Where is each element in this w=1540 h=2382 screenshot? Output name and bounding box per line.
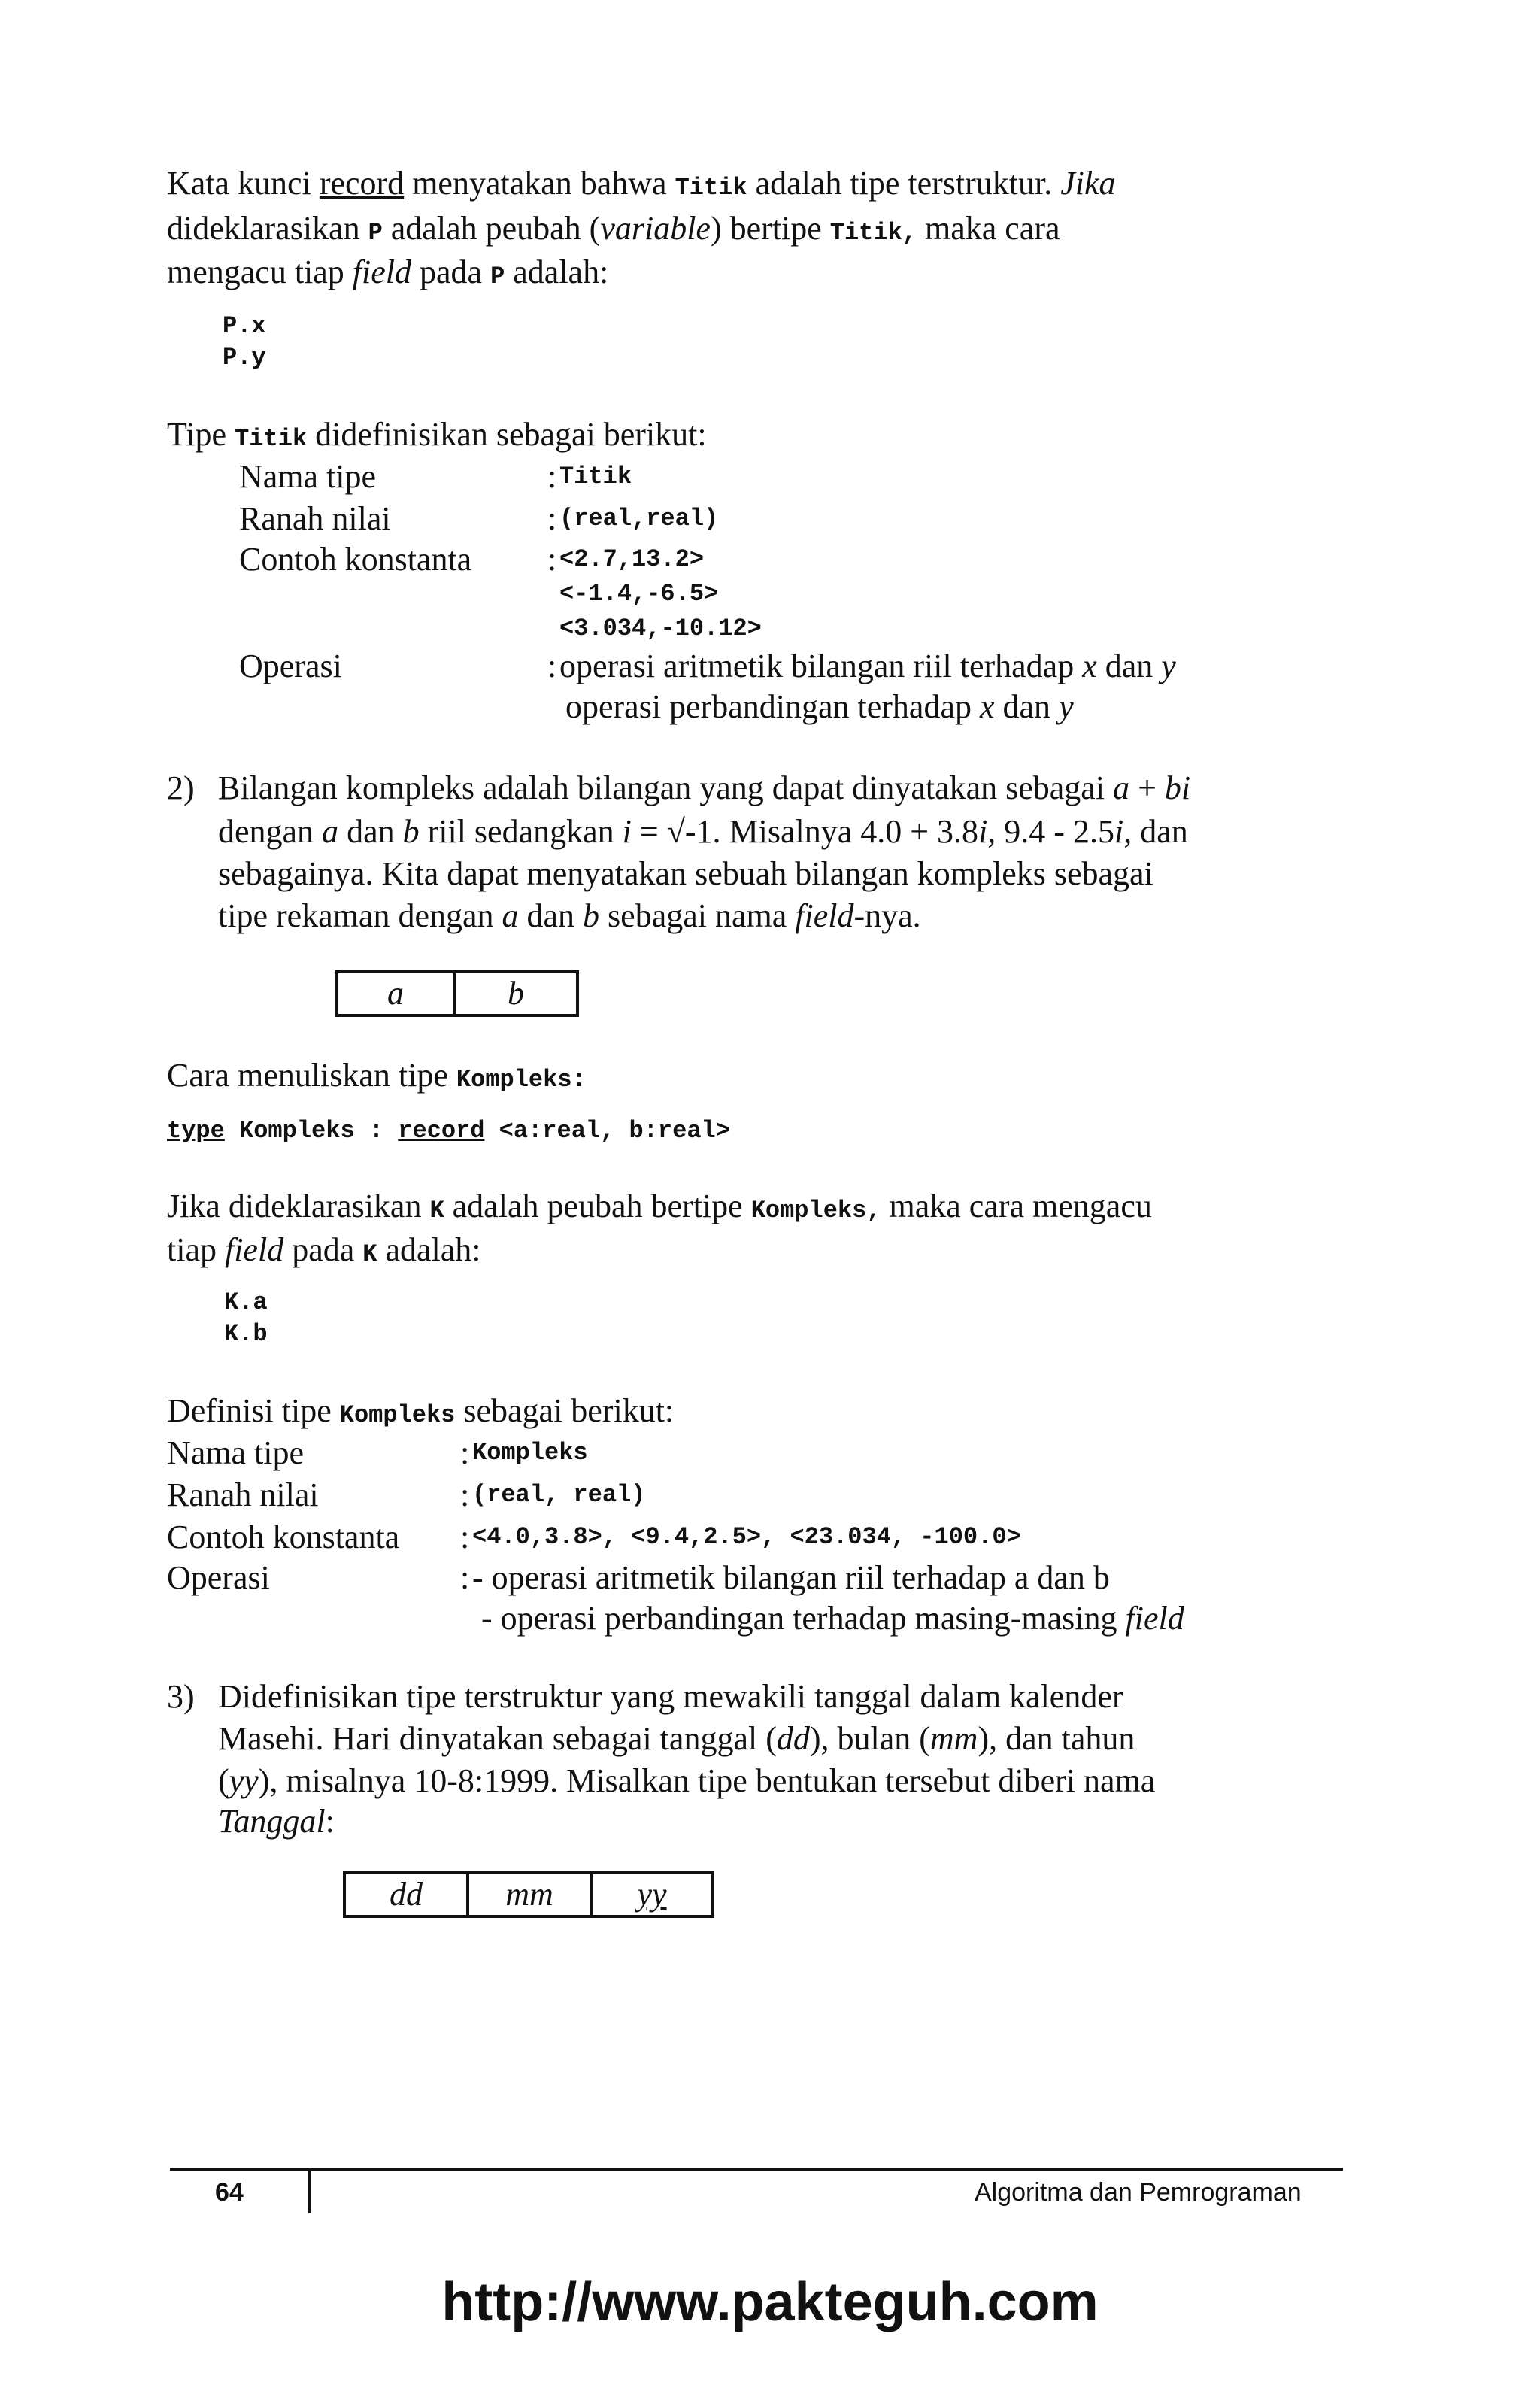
text: adalah peubah ( — [382, 210, 601, 247]
text-italic: y — [1059, 688, 1074, 725]
text: dideklarasikan — [167, 210, 368, 247]
intro-line-3 — [167, 251, 608, 298]
kompleks-access-line-2 — [167, 1229, 481, 1276]
text: adalah peubah bertipe — [444, 1188, 751, 1224]
text-italic: x — [1082, 648, 1097, 684]
text-italic: a — [322, 813, 339, 850]
text: ), misalnya 10-8:1999. Misalkan tipe bentukan tersebut diberi nama — [258, 1762, 1156, 1799]
text: dan — [338, 813, 403, 850]
kompleks-contoh-value: <4.0,3.8>, <9.4,2.5>, <23.034, -100.0> — [472, 1523, 1021, 1551]
text: adalah: — [377, 1231, 481, 1268]
colon: : — [547, 648, 557, 684]
kompleks-record-diagram — [335, 970, 579, 1017]
kompleks-ranah-label: Ranah nilai — [167, 1476, 319, 1513]
kompleks-ranah-value: (real, real) — [472, 1481, 646, 1509]
text: pada — [411, 253, 491, 290]
text: menyatakan bahwa — [404, 165, 675, 202]
text: dan — [518, 897, 584, 934]
text-italic: bi — [1164, 769, 1191, 806]
intro-line-2 — [167, 208, 1344, 254]
code-titik: Titik — [235, 425, 308, 453]
field-cell-yy: yy — [637, 1876, 667, 1913]
code-titik: Titik, — [829, 219, 917, 247]
colon: : — [547, 458, 557, 495]
titik-def-heading — [167, 414, 707, 460]
titik-contoh-value-1: <2.7,13.2> — [559, 545, 705, 573]
text: Jika dideklarasikan — [167, 1188, 430, 1224]
text: = √-1. Misalnya 4.0 + 3.8 — [631, 813, 979, 850]
code-kompleks: Kompleks: — [456, 1066, 587, 1094]
text: maka cara — [916, 210, 1060, 247]
item3-number: 3) — [167, 1678, 195, 1715]
keyword-type: type — [167, 1117, 225, 1145]
code-kompleks: Kompleks — [339, 1401, 456, 1429]
intro-line-1 — [167, 162, 1344, 209]
text: -nya. — [853, 897, 921, 934]
text-italic: i — [622, 813, 632, 850]
footer-rule — [170, 2168, 1343, 2171]
kompleks-access-line-1 — [167, 1185, 1152, 1232]
item2-line-2 — [218, 811, 1188, 853]
titik-contoh-value-2: <-1.4,-6.5> — [559, 580, 719, 608]
titik-operasi-2 — [565, 686, 1074, 728]
code-k: K — [362, 1240, 377, 1268]
kompleks-nama-value: Kompleks — [472, 1439, 588, 1467]
text-italic: a — [502, 897, 519, 934]
keyword-record: record — [398, 1117, 485, 1145]
text: dan — [1096, 648, 1162, 684]
colon: : — [547, 500, 557, 537]
text-italic: y — [1161, 648, 1176, 684]
kompleks-operasi-label: Operasi — [167, 1559, 270, 1596]
text: sebagai nama — [599, 897, 796, 934]
field-cell-mm: mm — [469, 1874, 593, 1915]
item2-line-3: sebagainya. Kita dapat menyatakan sebuah bilangan kompleks sebagai — [218, 855, 1153, 892]
item2-line-1 — [218, 767, 1190, 809]
code-k: K — [429, 1197, 444, 1224]
item2-line-4 — [218, 895, 921, 937]
text: Kata kunci — [167, 165, 320, 202]
page-number: 64 — [215, 2178, 244, 2207]
titik-contoh-label: Contoh konstanta — [239, 541, 472, 578]
code-p: P — [490, 262, 505, 290]
colon: : — [547, 541, 557, 578]
kompleks-nama-label: Nama tipe — [167, 1434, 305, 1471]
code-kompleks: Kompleks, — [750, 1197, 881, 1224]
code-text: <a:real, b:real> — [484, 1117, 730, 1145]
text: dan — [994, 688, 1060, 725]
text-italic: i — [978, 813, 988, 850]
text: ( — [218, 1762, 229, 1799]
kompleks-decl-heading — [167, 1054, 587, 1101]
keyword-record: record — [319, 165, 405, 202]
text: ), dan tahun — [978, 1720, 1135, 1757]
text-italic: field — [224, 1231, 284, 1268]
titik-operasi-1 — [559, 645, 1176, 687]
text: , 9.4 - 2.5 — [987, 813, 1114, 850]
text: Masehi. Hari dinyatakan sebagai tanggal ( — [218, 1720, 777, 1757]
text-italic: field — [1125, 1600, 1184, 1637]
text: operasi aritmetik bilangan riil terhadap — [559, 648, 1083, 684]
field-cell-a: a — [338, 973, 456, 1014]
titik-operasi-label: Operasi — [239, 648, 342, 684]
tanggal-record-diagram — [343, 1871, 714, 1918]
text-italic: mm — [929, 1720, 978, 1757]
text-italic: yy — [229, 1762, 259, 1799]
colon: : — [460, 1559, 470, 1596]
titik-contoh-value-3: <3.034,-10.12> — [559, 614, 762, 642]
kompleks-operasi-1: - operasi aritmetik bilangan riil terhadap a dan b — [472, 1559, 1110, 1596]
titik-nama-label: Nama tipe — [239, 458, 377, 495]
text: operasi perbandingan terhadap — [565, 688, 980, 725]
text-italic: x — [980, 688, 995, 725]
kompleks-operasi-2 — [481, 1598, 1184, 1640]
book-title: Algoritma dan Pemrograman — [975, 2178, 1302, 2207]
text: tiap — [167, 1231, 225, 1268]
item3-line-4 — [218, 1801, 335, 1843]
text: dengan — [218, 813, 323, 850]
text: Definisi tipe — [167, 1392, 340, 1429]
field-cell-b: b — [508, 975, 524, 1012]
text: riil sedangkan — [419, 813, 623, 850]
text: - operasi perbandingan terhadap masing-masing — [481, 1600, 1126, 1637]
titik-ranah-value: (real,real) — [559, 505, 719, 533]
colon: : — [460, 1434, 470, 1471]
text: pada — [283, 1231, 363, 1268]
titik-nama-value: Titik — [559, 463, 632, 490]
code-line-kb: K.b — [224, 1320, 268, 1348]
text: mengacu tiap — [167, 253, 353, 290]
text-italic: Jika — [1060, 165, 1116, 202]
item3-line-3 — [218, 1760, 1155, 1802]
text: : — [325, 1803, 335, 1840]
website-url: http://www.pakteguh.com — [441, 2272, 1099, 2332]
text: , dan — [1123, 813, 1188, 850]
text-italic: field — [795, 897, 854, 934]
text-italic: Tanggal — [218, 1803, 326, 1840]
code-text: Kompleks : — [224, 1117, 399, 1145]
text: didefinisikan sebagai berikut: — [307, 416, 707, 453]
code-line-px: P.x — [223, 312, 266, 340]
text: ) bertipe — [710, 210, 830, 247]
text: + — [1129, 769, 1165, 806]
text-italic: b — [402, 813, 420, 850]
kompleks-def-heading — [167, 1390, 674, 1437]
code-titik: Titik — [675, 174, 747, 202]
text: Tipe — [167, 416, 235, 453]
text: Bilangan kompleks adalah bilangan yang dapat dinyatakan sebagai — [218, 769, 1114, 806]
text-italic: variable — [600, 210, 711, 247]
text: maka cara mengacu — [881, 1188, 1152, 1224]
text-italic: dd — [776, 1720, 810, 1757]
code-line-py: P.y — [223, 344, 266, 372]
text: adalah tipe terstruktur. — [747, 165, 1061, 202]
text-italic: a — [1113, 769, 1130, 806]
text-italic: b — [583, 897, 600, 934]
item2-number: 2) — [167, 769, 195, 806]
field-cell-dd: dd — [346, 1874, 469, 1915]
text-italic: i — [1114, 813, 1124, 850]
colon: : — [460, 1476, 470, 1513]
text: ), bulan ( — [809, 1720, 930, 1757]
titik-ranah-label: Ranah nilai — [239, 500, 391, 537]
text-italic: field — [352, 253, 411, 290]
colon: : — [460, 1519, 470, 1555]
item3-line-1: Didefinisikan tipe terstruktur yang mewakili tanggal dalam kalender — [218, 1678, 1123, 1715]
text: tipe rekaman dengan — [218, 897, 502, 934]
code-line-ka: K.a — [224, 1288, 268, 1316]
kompleks-type-declaration — [167, 1116, 730, 1146]
text: adalah: — [505, 253, 609, 290]
item3-line-2 — [218, 1718, 1135, 1760]
footer-divider — [308, 2168, 311, 2213]
text: Cara menuliskan tipe — [167, 1057, 456, 1094]
text: sebagai berikut: — [455, 1392, 675, 1429]
kompleks-contoh-label: Contoh konstanta — [167, 1519, 400, 1555]
code-p: P — [368, 219, 383, 247]
